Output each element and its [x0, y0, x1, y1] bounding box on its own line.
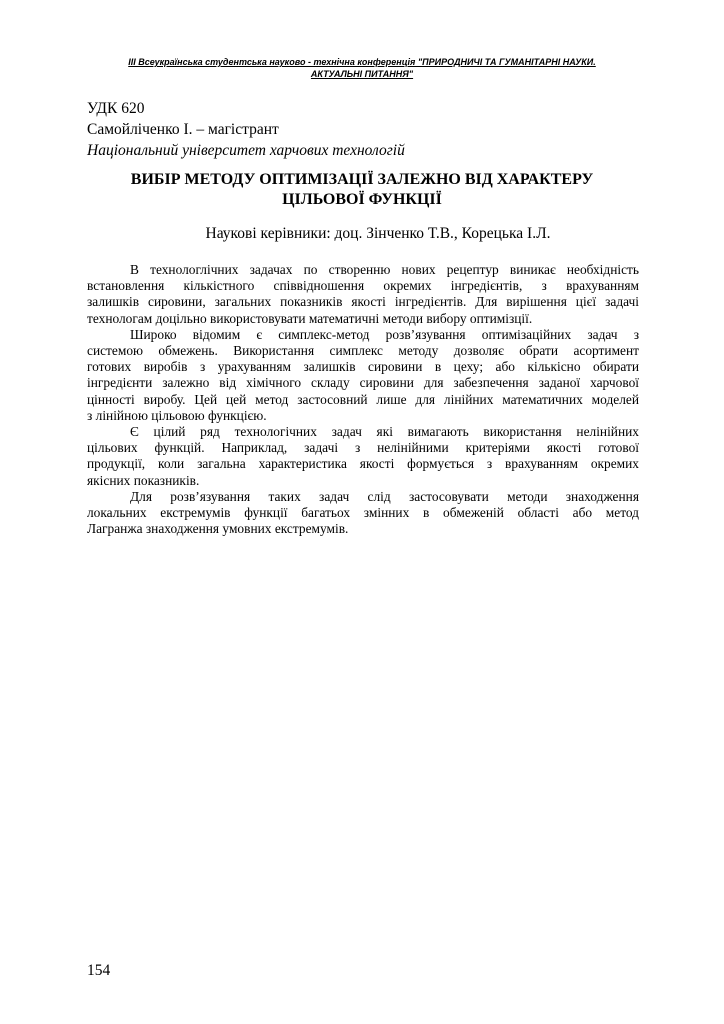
conference-header [88, 56, 636, 80]
paragraph-line: Широко відомим є симплекс-метод розв’язування оптимізаційних задач з [130, 326, 639, 342]
paragraph-line: Є цілий ряд технологічних задач які вимагають використання нелінійних [130, 424, 639, 440]
affiliation-line: Національний університет харчових технологій [87, 142, 405, 159]
paragraph [87, 424, 639, 489]
article-body [87, 262, 639, 537]
article-title-line-1: ВИБІР МЕТОДУ ОПТИМІЗАЦІЇ ЗАЛЕЖНО ВІД ХАРАКТЕРУ [130, 171, 594, 188]
paragraph-line: залишків сировини, загальних показників якості інгредієнтів. Для вирішення цієї задачі [87, 294, 639, 310]
paragraph-line: з лінійною цільовою функцією. [87, 407, 267, 423]
page-number: 154 [87, 962, 111, 979]
paragraph [87, 327, 639, 424]
paragraph-line: цільових функцій. Наприклад, задачі з нелінійними критеріями якості готової [87, 440, 639, 456]
paragraph-line: цінності виробу. Цей цей метод застосовний лише для лінійних математичних моделей [87, 391, 639, 407]
paragraph-line: системою обмежень. Використання симплекс методу дозволяє обрати асортимент [87, 343, 639, 359]
paragraph-line: локальних екстремумів функції багатьох змінних в обмеженій області або метод [87, 505, 639, 521]
author-line: Самойліченко І. – магістрант [87, 121, 279, 138]
paragraph-line: якісних показників. [87, 472, 200, 488]
conference-header-line-2: АКТУАЛЬНІ ПИТАННЯ" [310, 69, 414, 79]
scientific-supervisors: Наукові керівники: доц. Зінченко Т.В., Корецька І.Л. [205, 225, 551, 242]
paragraph-line: В технологлічних задачах по створенню нових рецептур виникає необхідність [130, 262, 639, 277]
article-title-line-2: ЦІЛЬОВОЇ ФУНКЦІЇ [282, 191, 442, 208]
paragraph-line: готових виробів з урахуванням залишків сировини в цеху; або кількісно обирати [87, 359, 639, 375]
paragraph-line: інгредієнти залежно від хімічного складу сировини для забезпечення заданої харчової [87, 375, 639, 391]
paragraph-line: встановлення кількістного співвідношення окремих інгредієнтів, з врахуванням [87, 278, 639, 294]
conference-header-line-1: ІІІ Всеукраїнська студентська науково - технічна конференція "ПРИРОДНИЧІ ТА ГУМАНІТАРНІ НАУКИ. [128, 57, 596, 67]
paragraph-line: технологам доцільно використовувати математичні методи вибору оптимізції. [87, 310, 533, 326]
article-meta [87, 98, 647, 161]
paragraph-line: Лагранжа знаходження умовних екстремумів. [87, 521, 349, 537]
paragraph-line: Для розв’язування таких задач слід застосовувати методи знаходження [130, 488, 639, 504]
paragraph-line: продукції, коли загальна характеристика якості формується з врахуванням окремих [87, 456, 639, 472]
paragraph [87, 262, 639, 327]
paragraph [87, 489, 639, 538]
article-title [88, 170, 636, 210]
udc-code: УДК 620 [87, 100, 145, 117]
